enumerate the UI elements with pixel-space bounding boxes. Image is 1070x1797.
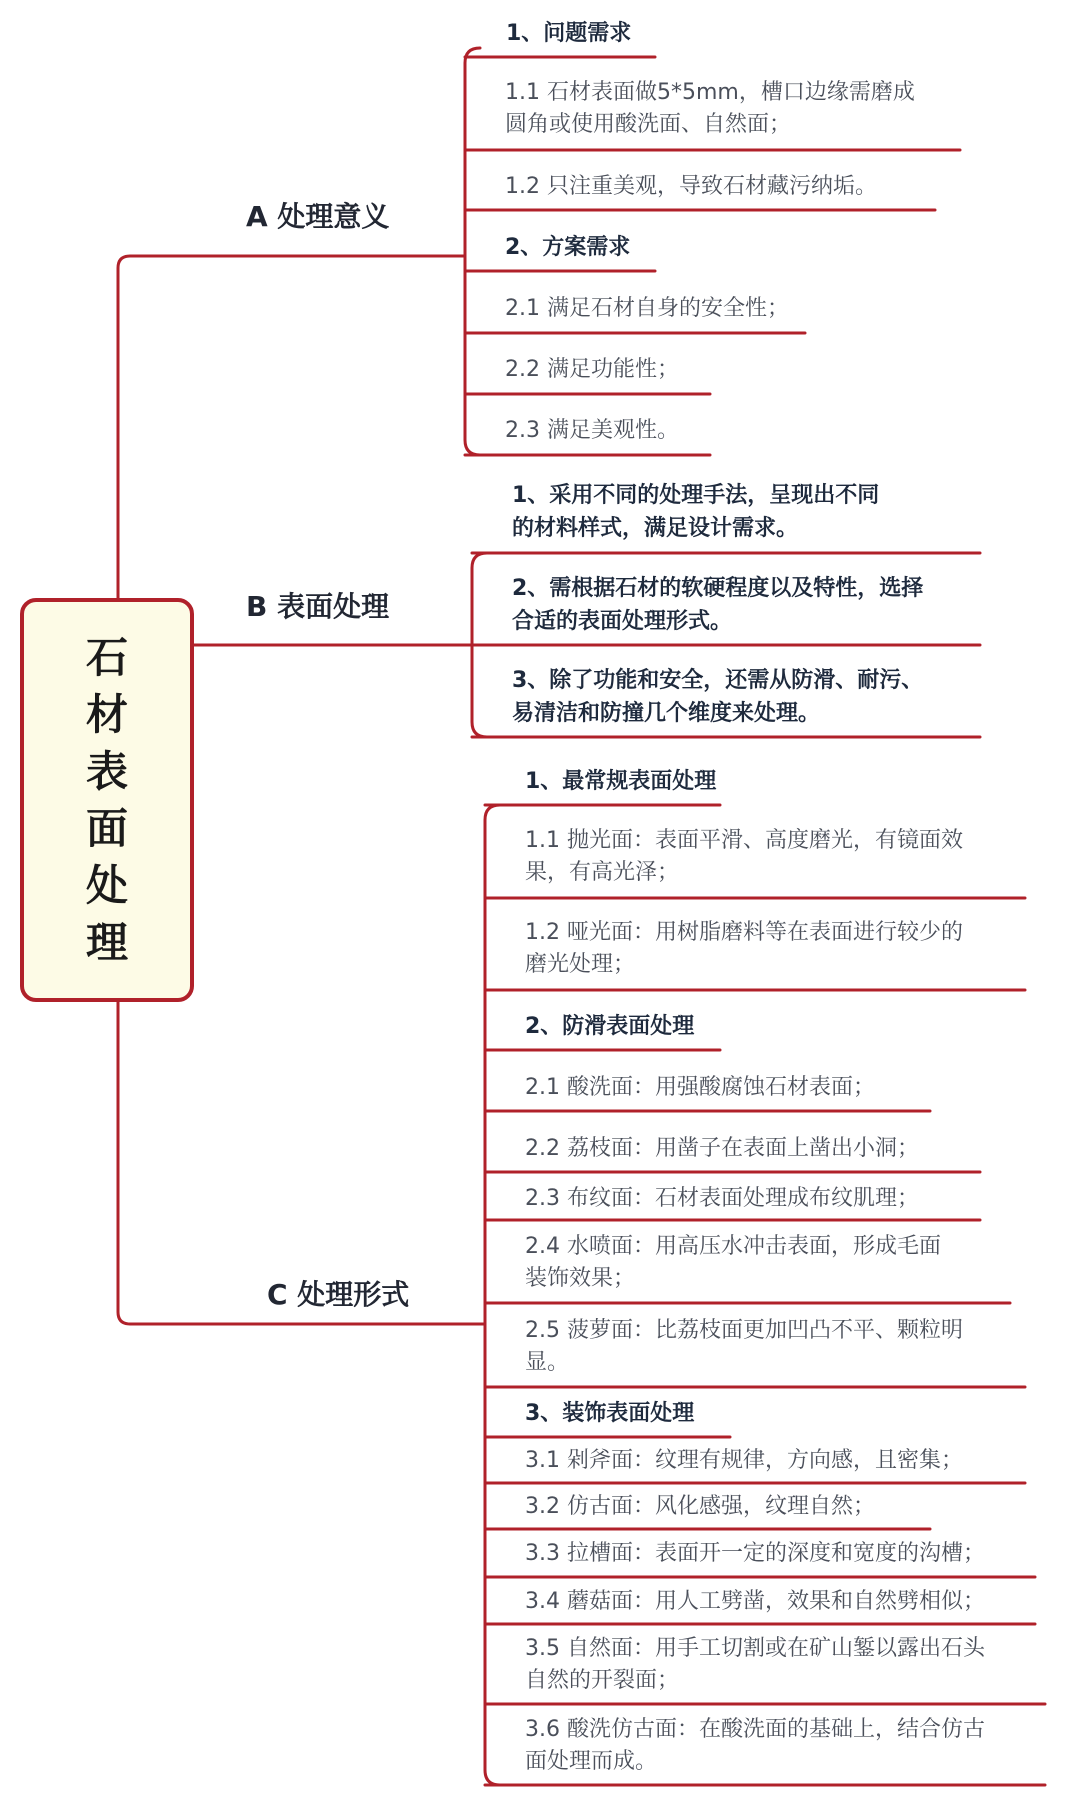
c-item-2-4-line2: 装饰效果；	[525, 1266, 636, 1291]
a-item-1-1-line1: 1.1 石材表面做5*5mm，槽口边缘需磨成	[505, 80, 915, 105]
branch-b-label: B 表面处理	[246, 590, 390, 623]
b-item-3-line2: 易清洁和防撞几个维度来处理。	[512, 701, 821, 726]
bracket-c	[485, 805, 500, 1785]
c-item-3-6-line2: 面处理而成。	[525, 1749, 658, 1774]
c-item-3-5-line2: 自然的开裂面；	[525, 1668, 680, 1693]
root-title: 石材表面处理	[85, 633, 128, 967]
c-heading-2: 2、防滑表面处理	[525, 1014, 695, 1039]
c-item-2-2: 2.2 荔枝面：用凿子在表面上凿出小洞；	[525, 1136, 919, 1161]
c-item-2-3: 2.3 布纹面：石材表面处理成布纹肌理；	[525, 1186, 919, 1211]
a-item-2-3: 2.3 满足美观性。	[505, 418, 679, 443]
root-node	[20, 598, 194, 1002]
b-item-1-line1: 1、采用不同的处理手法，呈现出不同	[512, 483, 880, 508]
a-item-1-2: 1.2 只注重美观，导致石材藏污纳垢。	[505, 174, 877, 199]
c-item-3-6-line1: 3.6 酸洗仿古面：在酸洗面的基础上，结合仿古	[525, 1717, 985, 1742]
a-heading-2: 2、方案需求	[505, 235, 631, 260]
a-item-2-2: 2.2 满足功能性；	[505, 357, 679, 382]
c-item-2-5-line2: 显。	[525, 1350, 570, 1375]
c-item-3-4: 3.4 蘑菇面：用人工劈凿，效果和自然劈相似；	[525, 1589, 985, 1614]
c-item-3-3: 3.3 拉槽面：表面开一定的深度和宽度的沟槽；	[525, 1541, 985, 1566]
connector-root-a	[118, 256, 205, 598]
c-item-1-1-line1: 1.1 抛光面：表面平滑、高度磨光，有镜面效	[525, 828, 963, 853]
a-item-1-1-line2: 圆角或使用酸洗面、自然面；	[505, 112, 792, 137]
a-heading-1: 1、问题需求	[506, 21, 632, 46]
c-item-1-2-line2: 磨光处理；	[525, 952, 636, 977]
b-item-1-line2: 的材料样式，满足设计需求。	[512, 516, 799, 541]
a-item-2-1: 2.1 满足石材自身的安全性；	[505, 296, 789, 321]
b-item-3-line1: 3、除了功能和安全，还需从防滑、耐污、	[512, 668, 924, 693]
c-heading-1: 1、最常规表面处理	[525, 769, 717, 794]
c-item-3-2: 3.2 仿古面：风化感强，纹理自然；	[525, 1494, 875, 1519]
c-item-2-5-line1: 2.5 菠萝面：比荔枝面更加凹凸不平、颗粒明	[525, 1318, 963, 1343]
c-item-1-1-line2: 果，有高光泽；	[525, 860, 680, 885]
c-heading-3: 3、装饰表面处理	[525, 1401, 695, 1426]
c-item-2-1: 2.1 酸洗面：用强酸腐蚀石材表面；	[525, 1075, 875, 1100]
branch-c-label: C 处理形式	[267, 1278, 410, 1311]
c-item-3-1: 3.1 剁斧面：纹理有规律，方向感，且密集；	[525, 1448, 963, 1473]
c-item-1-2-line1: 1.2 哑光面：用树脂磨料等在表面进行较少的	[525, 920, 963, 945]
c-item-2-4-line1: 2.4 水喷面：用高压水冲击表面，形成毛面	[525, 1234, 941, 1259]
branch-a-label: A 处理意义	[246, 200, 390, 233]
b-item-2-line1: 2、需根据石材的软硬程度以及特性，选择	[512, 576, 924, 601]
c-item-3-5-line1: 3.5 自然面：用手工切割或在矿山錾以露出石头	[525, 1636, 985, 1661]
b-item-2-line2: 合适的表面处理形式。	[512, 609, 733, 634]
